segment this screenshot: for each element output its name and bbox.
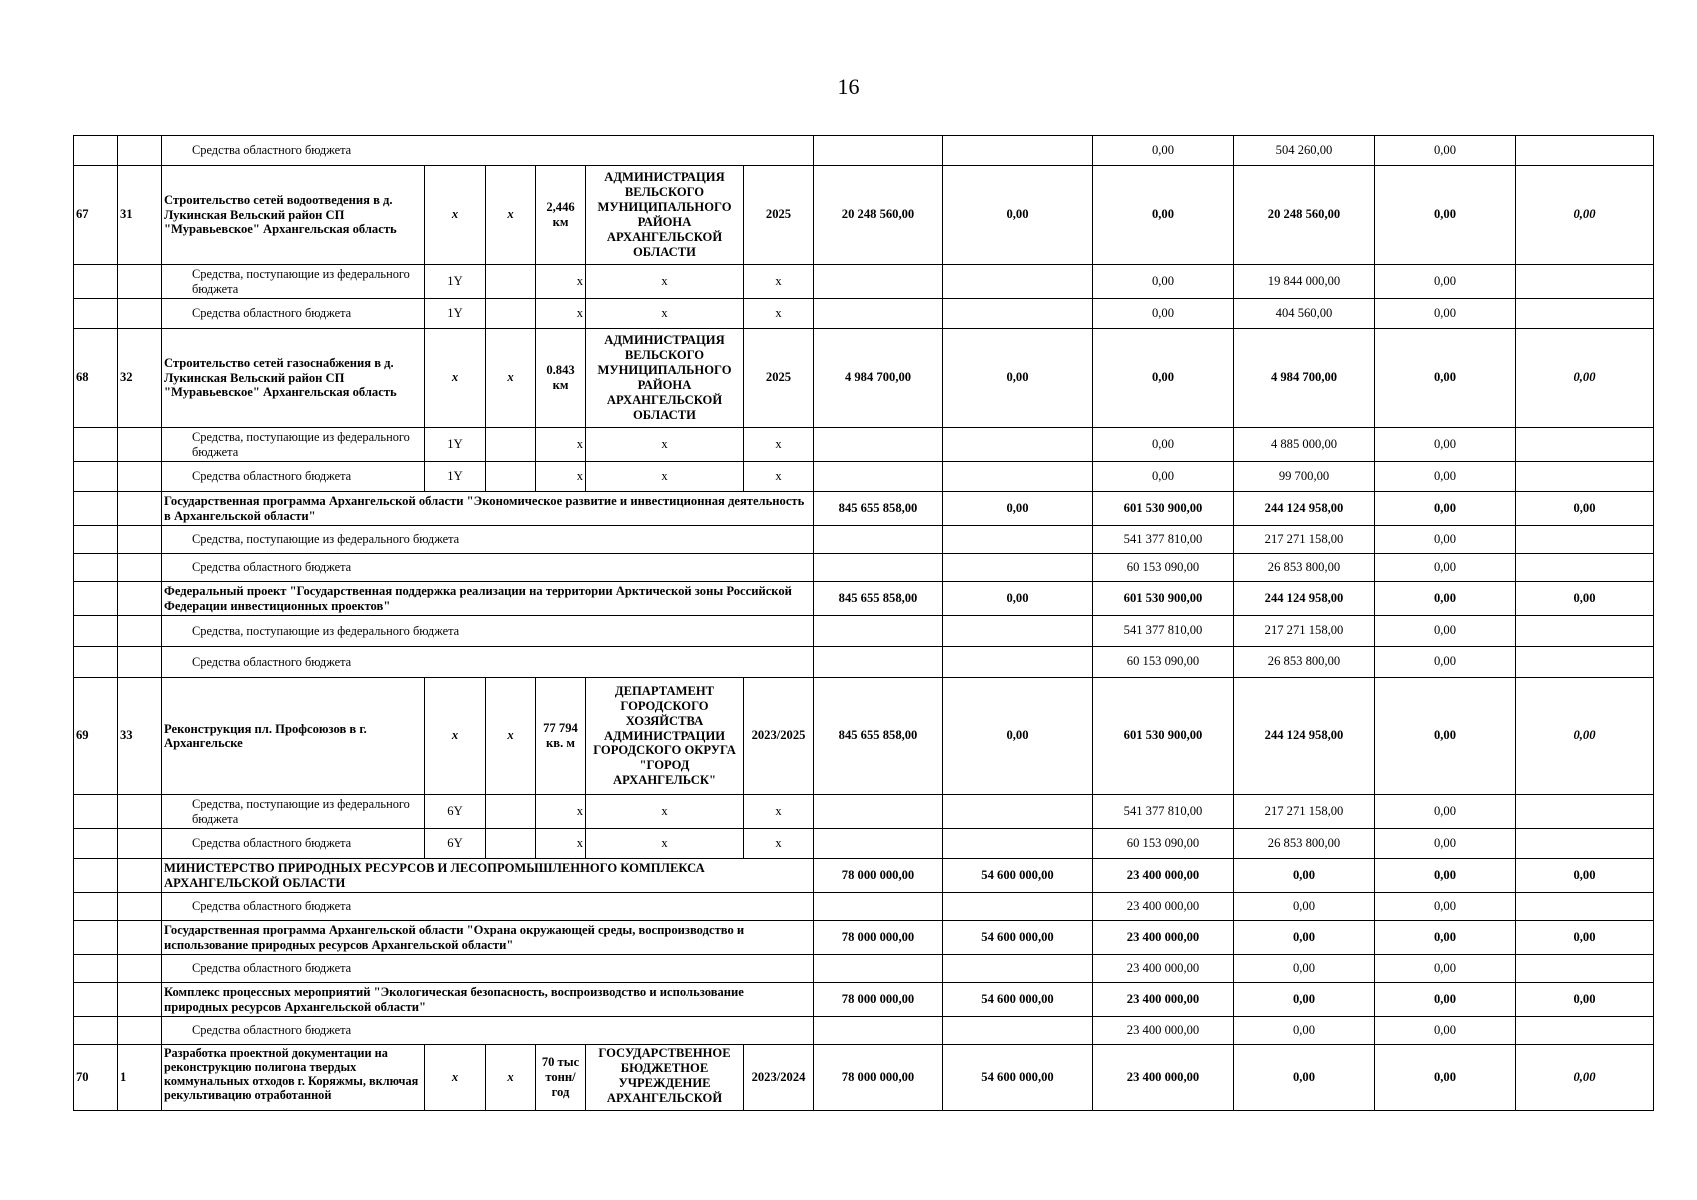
project-row: 68 32 Строительство сетей газоснабжения в д. Лукинская Вельский район СП "Муравьевское" Архангельская область х х 0.843 км АДМИНИСТРАЦИЯ ВЕЛЬСКОГО МУНИЦИПАЛЬНОГО РАЙОНА АРХАНГЕЛЬСКОЙ ОБЛАСТИ 2025 4 984 700,00 0,00 0,00 4 984 700,00 0,00 0,00	[74, 329, 1654, 428]
value-2026: 0,00	[1516, 678, 1654, 795]
value-2024: 26 853 800,00	[1234, 829, 1375, 859]
value-2024: 217 271 158,00	[1234, 795, 1375, 829]
value-2024: 217 271 158,00	[1234, 526, 1375, 554]
value-2025: 0,00	[1375, 795, 1516, 829]
customer: ДЕПАРТАМЕНТ ГОРОДСКОГО ХОЗЯЙСТВА АДМИНИСТРАЦИИ ГОРОДСКОГО ОКРУГА "ГОРОД АРХАНГЕЛЬСК"	[586, 678, 744, 795]
code: 1Y	[425, 265, 486, 299]
table-row: Средства, поступающие из федерального бюджета 1Y х х х 0,00 19 844 000,00 0,00	[74, 265, 1654, 299]
value-2024: 99 700,00	[1234, 462, 1375, 492]
value-2025: 0,00	[1375, 893, 1516, 921]
value-2025: 0,00	[1375, 829, 1516, 859]
funding-source: Средства областного бюджета	[162, 299, 425, 329]
table-row: Средства областного бюджета 6Y х х х 60 153 090,00 26 853 800,00 0,00	[74, 829, 1654, 859]
total: 78 000 000,00	[814, 859, 943, 893]
row-number: 69	[74, 678, 118, 795]
program-row	[74, 492, 1654, 526]
years: 2023/2024	[744, 1045, 814, 1111]
total: 845 655 858,00	[814, 582, 943, 616]
value-2024: 0,00	[1234, 955, 1375, 983]
investment-table	[73, 135, 1654, 1111]
value-2023: 23 400 000,00	[1093, 1017, 1234, 1045]
value-2023: 0,00	[1093, 136, 1234, 166]
value-2026: 0,00	[1516, 1045, 1654, 1111]
project-row: 67 31 Строительство сетей водоотведения в д. Лукинская Вельский район СП "Муравьевское" Архангельская область х х 2,446 км АДМИНИСТРАЦИЯ ВЕЛЬСКОГО МУНИЦИПАЛЬНОГО РАЙОНА АРХАНГЕЛЬСКОЙ ОБЛАСТИ 2025 20 248 560,00 0,00 0,00 20 248 560,00 0,00 0,00	[74, 166, 1654, 265]
sub-number: 1	[118, 1045, 162, 1111]
table-row: Средства областного бюджета 1Y х х х 0,00 404 560,00 0,00	[74, 299, 1654, 329]
value-2025: 0,00	[1375, 492, 1516, 526]
value-2024: 0,00	[1234, 893, 1375, 921]
funding-source: Средства областного бюджета	[162, 955, 814, 983]
program-name: Федеральный проект "Государственная поддержка реализации на территории Арктической зоны Российской Федерации инвестиционных проектов"	[162, 582, 814, 616]
program-name: Комплекс процессных мероприятий "Экологическая безопасность, воспроизводство и использование природных ресурсов Архангельской области"	[162, 983, 814, 1017]
value-2024: 0,00	[1234, 921, 1375, 955]
ministry-name: МИНИСТЕРСТВО ПРИРОДНЫХ РЕСУРСОВ И ЛЕСОПРОМЫШЛЕННОГО КОМПЛЕКСА АРХАНГЕЛЬСКОЙ ОБЛАСТИ	[162, 859, 814, 893]
table-row	[74, 136, 1654, 166]
table-row	[74, 554, 1654, 582]
funding-source: Средства областного бюджета	[162, 829, 425, 859]
value-2026: 0,00	[1516, 983, 1654, 1017]
funding-source: Средства, поступающие из федерального бюджета	[162, 265, 425, 299]
value-2026: 0,00	[1516, 859, 1654, 893]
table-row	[74, 616, 1654, 647]
value-2025: 0,00	[1375, 983, 1516, 1017]
table-row	[74, 647, 1654, 678]
sub-number: 32	[118, 329, 162, 428]
capacity: 77 794 кв. м	[536, 678, 586, 795]
value-2025: 0,00	[1375, 299, 1516, 329]
value-2022: 0,00	[943, 678, 1093, 795]
value-2023: 60 153 090,00	[1093, 647, 1234, 678]
value-2025: 0,00	[1375, 616, 1516, 647]
table-row	[74, 526, 1654, 554]
capacity: 2,446 км	[536, 166, 586, 265]
code: 1Y	[425, 299, 486, 329]
value-2024: 244 124 958,00	[1234, 492, 1375, 526]
funding-source: Средства областного бюджета	[162, 1017, 814, 1045]
value-2024: 19 844 000,00	[1234, 265, 1375, 299]
code: 6Y	[425, 829, 486, 859]
funding-source: Средства областного бюджета	[162, 136, 814, 166]
capacity: 0.843 км	[536, 329, 586, 428]
years: 2023/2025	[744, 678, 814, 795]
value-2023: 23 400 000,00	[1093, 921, 1234, 955]
value-2024: 244 124 958,00	[1234, 582, 1375, 616]
value-2025: 0,00	[1375, 329, 1516, 428]
value-2025: 0,00	[1375, 462, 1516, 492]
value-2025: 0,00	[1375, 647, 1516, 678]
value-2024: 0,00	[1234, 1045, 1375, 1111]
value-2024: 0,00	[1234, 859, 1375, 893]
value-2025: 0,00	[1375, 265, 1516, 299]
project-name: Разработка проектной документации на реконструкцию полигона твердых коммунальных отходов г. Коряжмы, включая рекультивацию отработанной	[162, 1045, 425, 1111]
value-2025: 0,00	[1375, 526, 1516, 554]
value-2022: 0,00	[943, 582, 1093, 616]
value-2023: 541 377 810,00	[1093, 616, 1234, 647]
capacity: 70 тыс тонн/год	[536, 1045, 586, 1111]
project-name: Реконструкция пл. Профсоюзов в г. Архангельске	[162, 678, 425, 795]
total: 78 000 000,00	[814, 921, 943, 955]
value-2022: 54 600 000,00	[943, 1045, 1093, 1111]
program-row	[74, 983, 1654, 1017]
value-2025: 0,00	[1375, 166, 1516, 265]
value-2023: 0,00	[1093, 428, 1234, 462]
funding-source: Средства, поступающие из федерального бюджета	[162, 428, 425, 462]
value-2026: 0,00	[1516, 921, 1654, 955]
value-2023: 541 377 810,00	[1093, 526, 1234, 554]
value-2024: 0,00	[1234, 1017, 1375, 1045]
table-row: Средства, поступающие из федерального бюджета 1Y х х х 0,00 4 885 000,00 0,00	[74, 428, 1654, 462]
total: 78 000 000,00	[814, 983, 943, 1017]
value-2023: 23 400 000,00	[1093, 1045, 1234, 1111]
total: 78 000 000,00	[814, 1045, 943, 1111]
funding-source: Средства, поступающие из федерального бюджета	[162, 616, 814, 647]
row-number: 70	[74, 1045, 118, 1111]
sub-number: 31	[118, 166, 162, 265]
funding-source: Средства областного бюджета	[162, 554, 814, 582]
value-2024: 26 853 800,00	[1234, 647, 1375, 678]
value-2025: 0,00	[1375, 678, 1516, 795]
table-row: Средства областного бюджета 1Y х х х 0,00 99 700,00 0,00	[74, 462, 1654, 492]
total: 4 984 700,00	[814, 329, 943, 428]
value-2023: 0,00	[1093, 329, 1234, 428]
program-row	[74, 921, 1654, 955]
value-2025: 0,00	[1375, 136, 1516, 166]
value-2023: 0,00	[1093, 462, 1234, 492]
program-row	[74, 859, 1654, 893]
value-2024: 4 885 000,00	[1234, 428, 1375, 462]
customer: АДМИНИСТРАЦИЯ ВЕЛЬСКОГО МУНИЦИПАЛЬНОГО РАЙОНА АРХАНГЕЛЬСКОЙ ОБЛАСТИ	[586, 166, 744, 265]
value-2026: 0,00	[1516, 329, 1654, 428]
funding-source: Средства областного бюджета	[162, 893, 814, 921]
table-row	[74, 893, 1654, 921]
total: 845 655 858,00	[814, 492, 943, 526]
project-row: 70 1 Разработка проектной документации на реконструкцию полигона твердых коммунальных отходов г. Коряжмы, включая рекультивацию отработанной х х 70 тыс тонн/год ГОСУДАРСТВЕННОЕ БЮДЖЕТНОЕ УЧРЕЖДЕНИЕ АРХАНГЕЛЬСКОЙ 2023/2024 78 000 000,00 54 600 000,00 23 400 000,00 0,00 0,00 0,00	[74, 1045, 1654, 1111]
total: 20 248 560,00	[814, 166, 943, 265]
funding-source: Средства, поступающие из федерального бюджета	[162, 526, 814, 554]
value-2024: 20 248 560,00	[1234, 166, 1375, 265]
value-2022: 0,00	[943, 166, 1093, 265]
value-2025: 0,00	[1375, 582, 1516, 616]
value-2023: 23 400 000,00	[1093, 859, 1234, 893]
years: 2025	[744, 329, 814, 428]
value-2024: 217 271 158,00	[1234, 616, 1375, 647]
value-2025: 0,00	[1375, 554, 1516, 582]
value-2022: 54 600 000,00	[943, 983, 1093, 1017]
table-row	[74, 1017, 1654, 1045]
value-2023: 60 153 090,00	[1093, 554, 1234, 582]
value-2024: 4 984 700,00	[1234, 329, 1375, 428]
value-2023: 0,00	[1093, 166, 1234, 265]
value-2024: 0,00	[1234, 983, 1375, 1017]
value-2025: 0,00	[1375, 428, 1516, 462]
project-name: Строительство сетей газоснабжения в д. Лукинская Вельский район СП "Муравьевское" Архангельская область	[162, 329, 425, 428]
value-2026: 0,00	[1516, 492, 1654, 526]
value-2022: 54 600 000,00	[943, 921, 1093, 955]
program-row	[74, 582, 1654, 616]
program-name: Государственная программа Архангельской области "Охрана окружающей среды, воспроизводство и использование природных ресурсов Архангельской области"	[162, 921, 814, 955]
value-2023: 601 530 900,00	[1093, 678, 1234, 795]
value-2024: 404 560,00	[1234, 299, 1375, 329]
code: 1Y	[425, 462, 486, 492]
table-row: Средства, поступающие из федерального бюджета 6Y х х х 541 377 810,00 217 271 158,00 0,00	[74, 795, 1654, 829]
value-2024: 26 853 800,00	[1234, 554, 1375, 582]
value-2023: 0,00	[1093, 299, 1234, 329]
value-2023: 601 530 900,00	[1093, 582, 1234, 616]
value-2023: 23 400 000,00	[1093, 893, 1234, 921]
project-row: 69 33 Реконструкция пл. Профсоюзов в г. Архангельске х х 77 794 кв. м ДЕПАРТАМЕНТ ГОРОДСКОГО ХОЗЯЙСТВА АДМИНИСТРАЦИИ ГОРОДСКОГО ОКРУГА "ГОРОД АРХАНГЕЛЬСК" 2023/2025 845 655 858,00 0,00 601 530 900,00 244 124 958,00 0,00 0,00	[74, 678, 1654, 795]
value-2023: 601 530 900,00	[1093, 492, 1234, 526]
project-name: Строительство сетей водоотведения в д. Лукинская Вельский район СП "Муравьевское" Архангельская область	[162, 166, 425, 265]
customer: ГОСУДАРСТВЕННОЕ БЮДЖЕТНОЕ УЧРЕЖДЕНИЕ АРХАНГЕЛЬСКОЙ	[586, 1045, 744, 1111]
value-2025: 0,00	[1375, 859, 1516, 893]
value-2024: 504 260,00	[1234, 136, 1375, 166]
funding-source: Средства областного бюджета	[162, 462, 425, 492]
page-number: 16	[837, 74, 860, 99]
row-number: 68	[74, 329, 118, 428]
value-2023: 0,00	[1093, 265, 1234, 299]
value-2022: 0,00	[943, 329, 1093, 428]
value-2022: 0,00	[943, 492, 1093, 526]
row-number: 67	[74, 166, 118, 265]
code: 6Y	[425, 795, 486, 829]
value-2025: 0,00	[1375, 921, 1516, 955]
value-2026: 0,00	[1516, 166, 1654, 265]
value-2022: 54 600 000,00	[943, 859, 1093, 893]
sub-number: 33	[118, 678, 162, 795]
value-2025: 0,00	[1375, 1045, 1516, 1111]
total: 845 655 858,00	[814, 678, 943, 795]
value-2023: 60 153 090,00	[1093, 829, 1234, 859]
program-name: Государственная программа Архангельской области "Экономическое развитие и инвестиционная деятельность в Архангельской области"	[162, 492, 814, 526]
value-2024: 244 124 958,00	[1234, 678, 1375, 795]
value-2025: 0,00	[1375, 1017, 1516, 1045]
value-2023: 541 377 810,00	[1093, 795, 1234, 829]
value-2026: 0,00	[1516, 582, 1654, 616]
value-2023: 23 400 000,00	[1093, 955, 1234, 983]
table-row	[74, 955, 1654, 983]
code: 1Y	[425, 428, 486, 462]
value-2023: 23 400 000,00	[1093, 983, 1234, 1017]
years: 2025	[744, 166, 814, 265]
funding-source: Средства, поступающие из федерального бюджета	[162, 795, 425, 829]
value-2025: 0,00	[1375, 955, 1516, 983]
funding-source: Средства областного бюджета	[162, 647, 814, 678]
customer: АДМИНИСТРАЦИЯ ВЕЛЬСКОГО МУНИЦИПАЛЬНОГО РАЙОНА АРХАНГЕЛЬСКОЙ ОБЛАСТИ	[586, 329, 744, 428]
